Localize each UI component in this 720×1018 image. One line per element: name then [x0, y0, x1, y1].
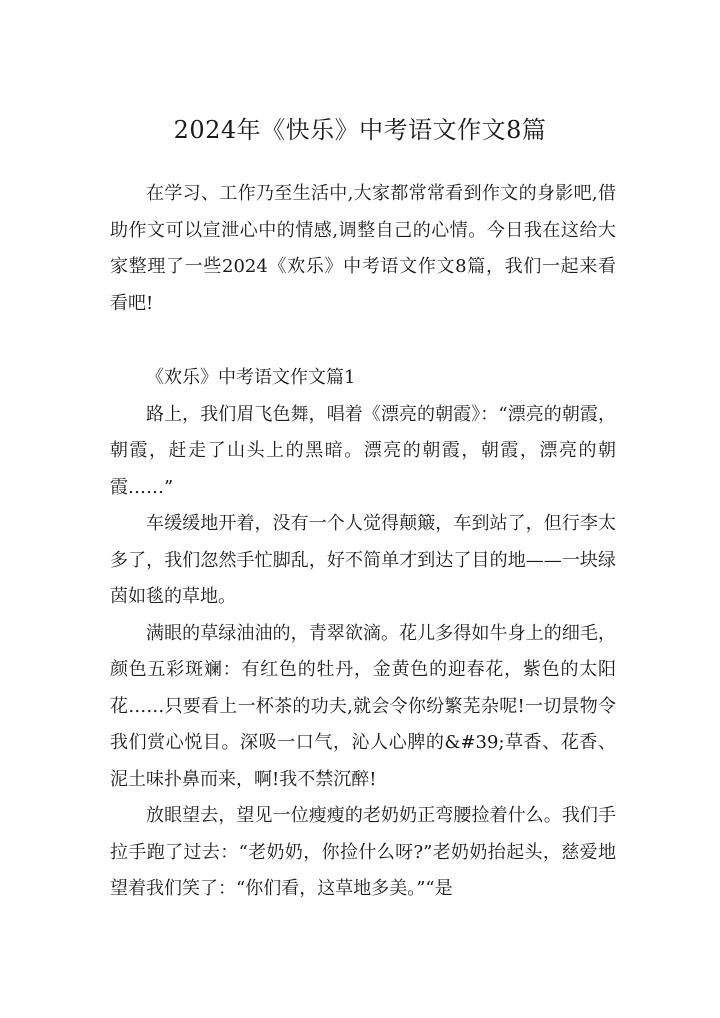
document-body [110, 176, 616, 908]
section-heading: 《欢乐》中考语文作文篇1 [146, 367, 356, 388]
body-paragraph: 放眼望去，望见一位瘦瘦的老奶奶正弯腰捡着什么。我们手拉手跑了过去：“老奶奶，你捡什么呀?”老奶奶抬起头，慈爱地望着我们笑了：“你们看，这草地多美。”“是 [110, 805, 616, 899]
section-gap [110, 322, 616, 360]
intro-paragraph: 在学习、工作乃至生活中,大家都常常看到作文的身影吧,借助作文可以宣泄心中的情感,调整自己的心情。今日我在这给大家整理了一些2024《欢乐》中考语文作文8篇，我们一起来看看吧! [110, 183, 616, 314]
document-title: 2024年《快乐》中考语文作文8篇 [173, 116, 547, 144]
body-paragraph: 满眼的草绿油油的，青翠欲滴。花儿多得如牛身上的细毛，颜色五彩斑斓：有红色的牡丹，金黄色的迎春花，紫色的太阳花……只要看上一杯茶的功夫,就会令你纷繁芜杂呢!一切景物令我们赏心悦目。深吸一口气，沁人心脾的&#39;草香、花香、泥土味扑鼻而来，啊!我不禁沉醉! [110, 622, 616, 790]
body-paragraph: 车缓缓地开着，没有一个人觉得颠簸，车到站了，但行李太多了，我们忽然手忙脚乱，好不简单才到达了目的地——一块绿茵如毯的草地。 [110, 513, 616, 607]
body-paragraph: 路上，我们眉飞色舞，唱着《漂亮的朝霞》：“漂亮的朝霞，朝霞，赶走了山头上的黑暗。漂亮的朝霞，朝霞，漂亮的朝霞……” [110, 403, 616, 498]
